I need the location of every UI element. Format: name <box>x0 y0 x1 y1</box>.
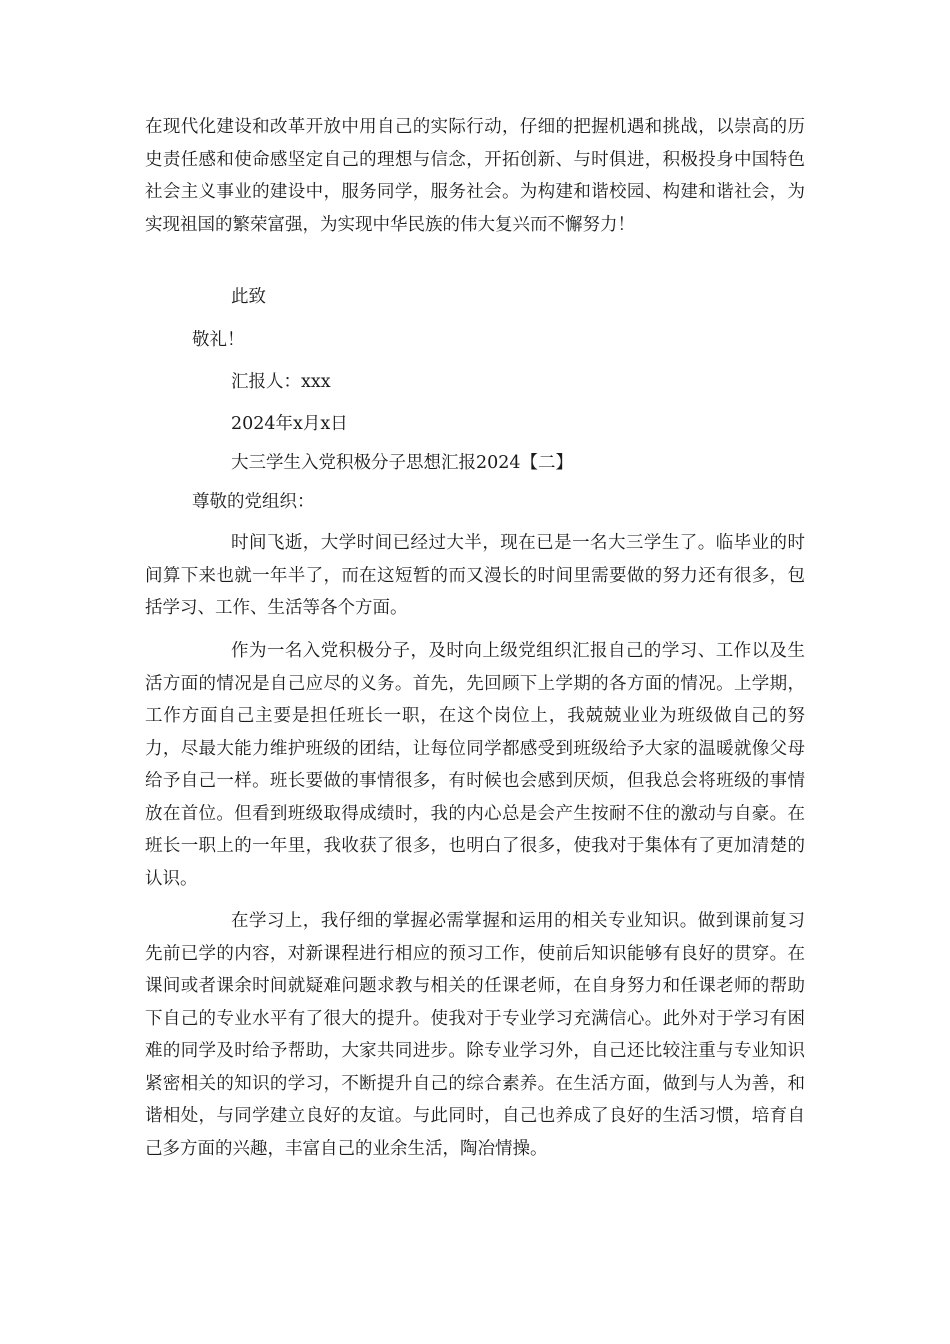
paragraph-work-report: 作为一名入党积极分子，及时向上级党组织汇报自己的学习、工作以及生活方面的情况是自己应尽的义务。首先，先回顾下上学期的各方面的情况。上学期，工作方面自己主要是担任班长一职，在这个岗位上，我兢兢业业为班级做自己的努力，尽最大能力维护班级的团结，让每位同学都感受到班级给予大家的温暖就像父母给予自己一样。班长要做的事情很多，有时候也会感到厌烦，但我总会将班级的事情放在首位。但看到班级取得成绩时，我的内心总是会产生按耐不住的激动与自豪。在班长一职上的一年里，我收获了很多，也明白了很多，使我对于集体有了更加清楚的认识。 <box>145 641 805 889</box>
salutation: 尊敬的党组织： <box>192 492 315 512</box>
paragraph-study-life: 在学习上，我仔细的掌握必需掌握和运用的相关专业知识。做到课前复习先前已学的内容，对新课程进行相应的预习工作，使前后知识能够有良好的贯穿。在课间或者课余时间就疑难问题求教与相关的任课老师，在自身努力和任课老师的帮助下自己的专业水平有了很大的提升。使我对于专业学习充满信心。此外对于学习有困难的同学及时给予帮助，大家共同进步。除专业学习外，自己还比较注重与专业知识紧密相关的知识的学习，不断提升自己的综合素养。在生活方面，做到与人为善，和谐相处，与同学建立良好的友谊。与此同时，自己也养成了良好的生活习惯，培育自己多方面的兴趣，丰富自己的业余生活，陶冶情操。 <box>145 911 805 1159</box>
closing-cizhi: 此致 <box>231 287 266 307</box>
reporter-line: 汇报人：xxx <box>231 372 331 392</box>
paragraph-continuation: 在现代化建设和改革开放中用自己的实际行动，仔细的把握机遇和挑战，以崇高的历史责任感和使命感坚定自己的理想与信念，开拓创新、与时俱进，积极投身中国特色社会主义事业的建设中，服务同学，服务社会。为构建和谐校园、构建和谐社会，为实现祖国的繁荣富强，为实现中华民族的伟大复兴而不懈努力！ <box>145 117 805 235</box>
closing-jingli: 敬礼！ <box>192 330 245 350</box>
date-line: 2024年x月x日 <box>231 414 348 434</box>
paragraph-time-flies: 时间飞逝，大学时间已经过大半，现在已是一名大三学生了。临毕业的时间算下来也就一年半了，而在这短暂的而又漫长的时间里需要做的努力还有很多，包括学习、工作、生活等各个方面。 <box>145 533 805 618</box>
section-title: 大三学生入党积极分子思想汇报2024【二】 <box>231 453 574 473</box>
